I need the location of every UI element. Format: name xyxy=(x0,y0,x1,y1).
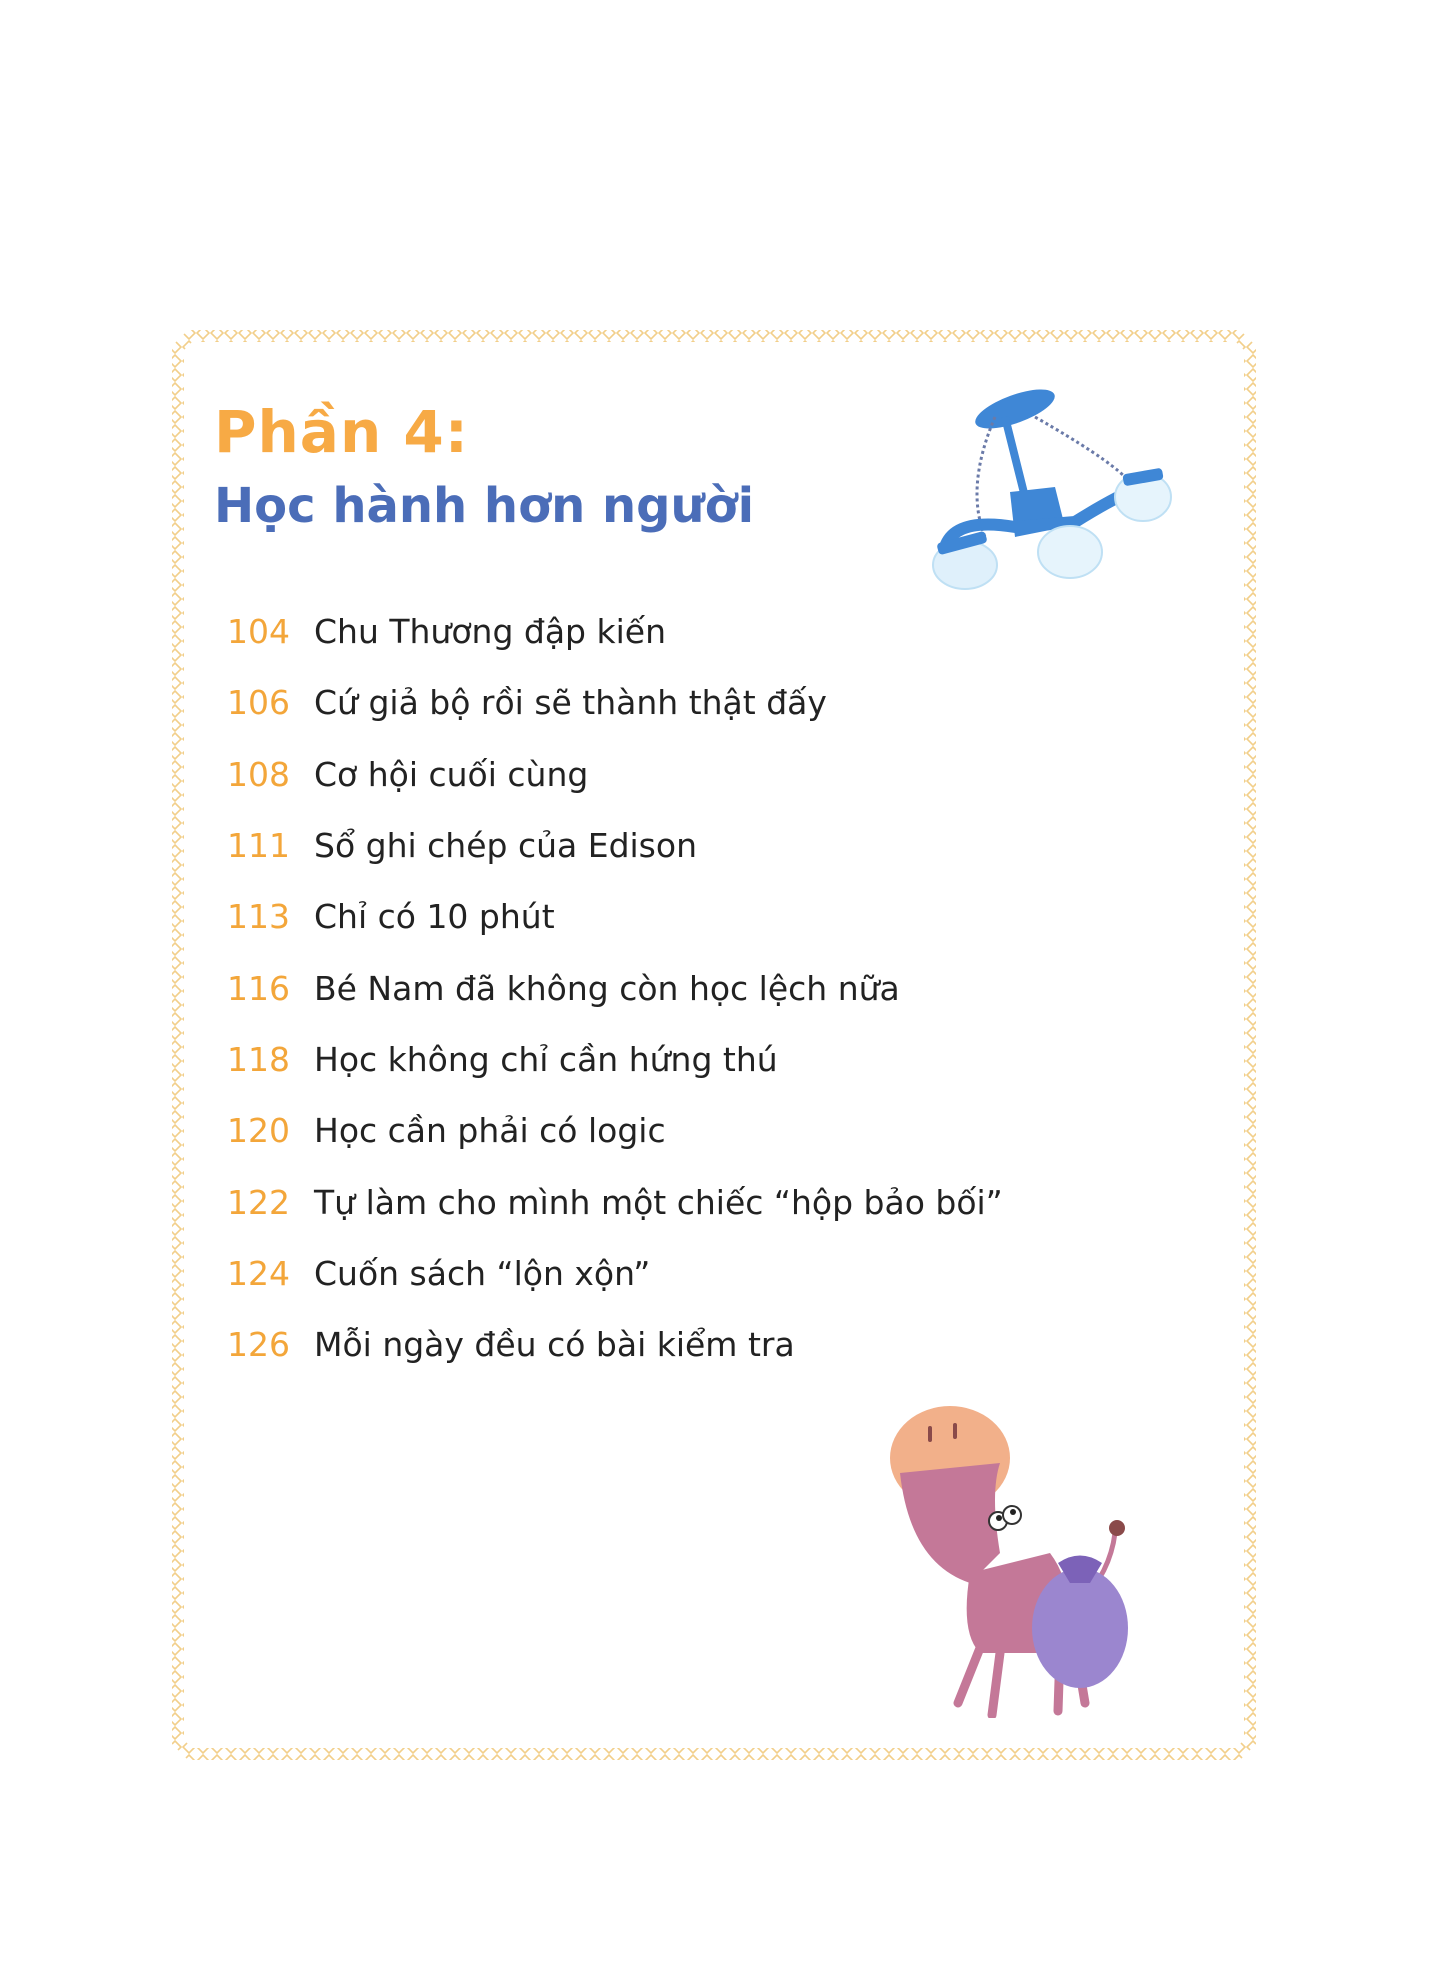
section-title: Học hành hơn người xyxy=(214,478,755,534)
page-number: 116 xyxy=(227,968,290,1008)
toc-entry[interactable] xyxy=(222,1095,1003,1166)
entry-title: Tự làm cho mình một chiếc “hộp bảo bối” xyxy=(314,1182,1003,1222)
donkey-illustration xyxy=(880,1403,1185,1718)
table-of-contents xyxy=(222,596,1003,1380)
toc-entry[interactable] xyxy=(222,881,1003,952)
entry-title: Cứ giả bộ rồi sẽ thành thật đấy xyxy=(314,683,827,723)
entry-title: Cuốn sách “lộn xộn” xyxy=(314,1253,651,1293)
toc-entry[interactable] xyxy=(222,1166,1003,1237)
page-number: 111 xyxy=(227,826,290,866)
chandelier-illustration xyxy=(925,387,1185,599)
page-number: 113 xyxy=(227,897,290,937)
entry-title: Bé Nam đã không còn học lệch nữa xyxy=(314,968,900,1008)
toc-entry[interactable] xyxy=(222,952,1003,1023)
page-number: 118 xyxy=(227,1039,290,1079)
page-number: 108 xyxy=(227,754,290,794)
toc-entry[interactable] xyxy=(222,1238,1003,1309)
entry-title: Cơ hội cuối cùng xyxy=(314,754,589,794)
entry-title: Học cần phải có logic xyxy=(314,1111,666,1151)
entry-title: Chu Thương đập kiến xyxy=(314,612,666,652)
page-number: 122 xyxy=(227,1182,290,1222)
toc-entry[interactable] xyxy=(222,810,1003,881)
toc-entry[interactable] xyxy=(222,1309,1003,1380)
page-number: 120 xyxy=(227,1111,290,1151)
toc-entry[interactable] xyxy=(222,596,1003,667)
toc-entry[interactable] xyxy=(222,667,1003,738)
entry-title: Học không chỉ cần hứng thú xyxy=(314,1039,778,1079)
entry-title: Mỗi ngày đều có bài kiểm tra xyxy=(314,1325,795,1365)
toc-entry[interactable] xyxy=(222,1024,1003,1095)
page-number: 126 xyxy=(227,1325,290,1365)
entry-title: Chỉ có 10 phút xyxy=(314,897,555,937)
page-number: 106 xyxy=(227,683,290,723)
entry-title: Sổ ghi chép của Edison xyxy=(314,826,697,866)
page-number: 104 xyxy=(227,612,290,652)
page-number: 124 xyxy=(227,1253,290,1293)
toc-entry[interactable] xyxy=(222,739,1003,810)
part-label: Phần 4: xyxy=(214,398,469,466)
